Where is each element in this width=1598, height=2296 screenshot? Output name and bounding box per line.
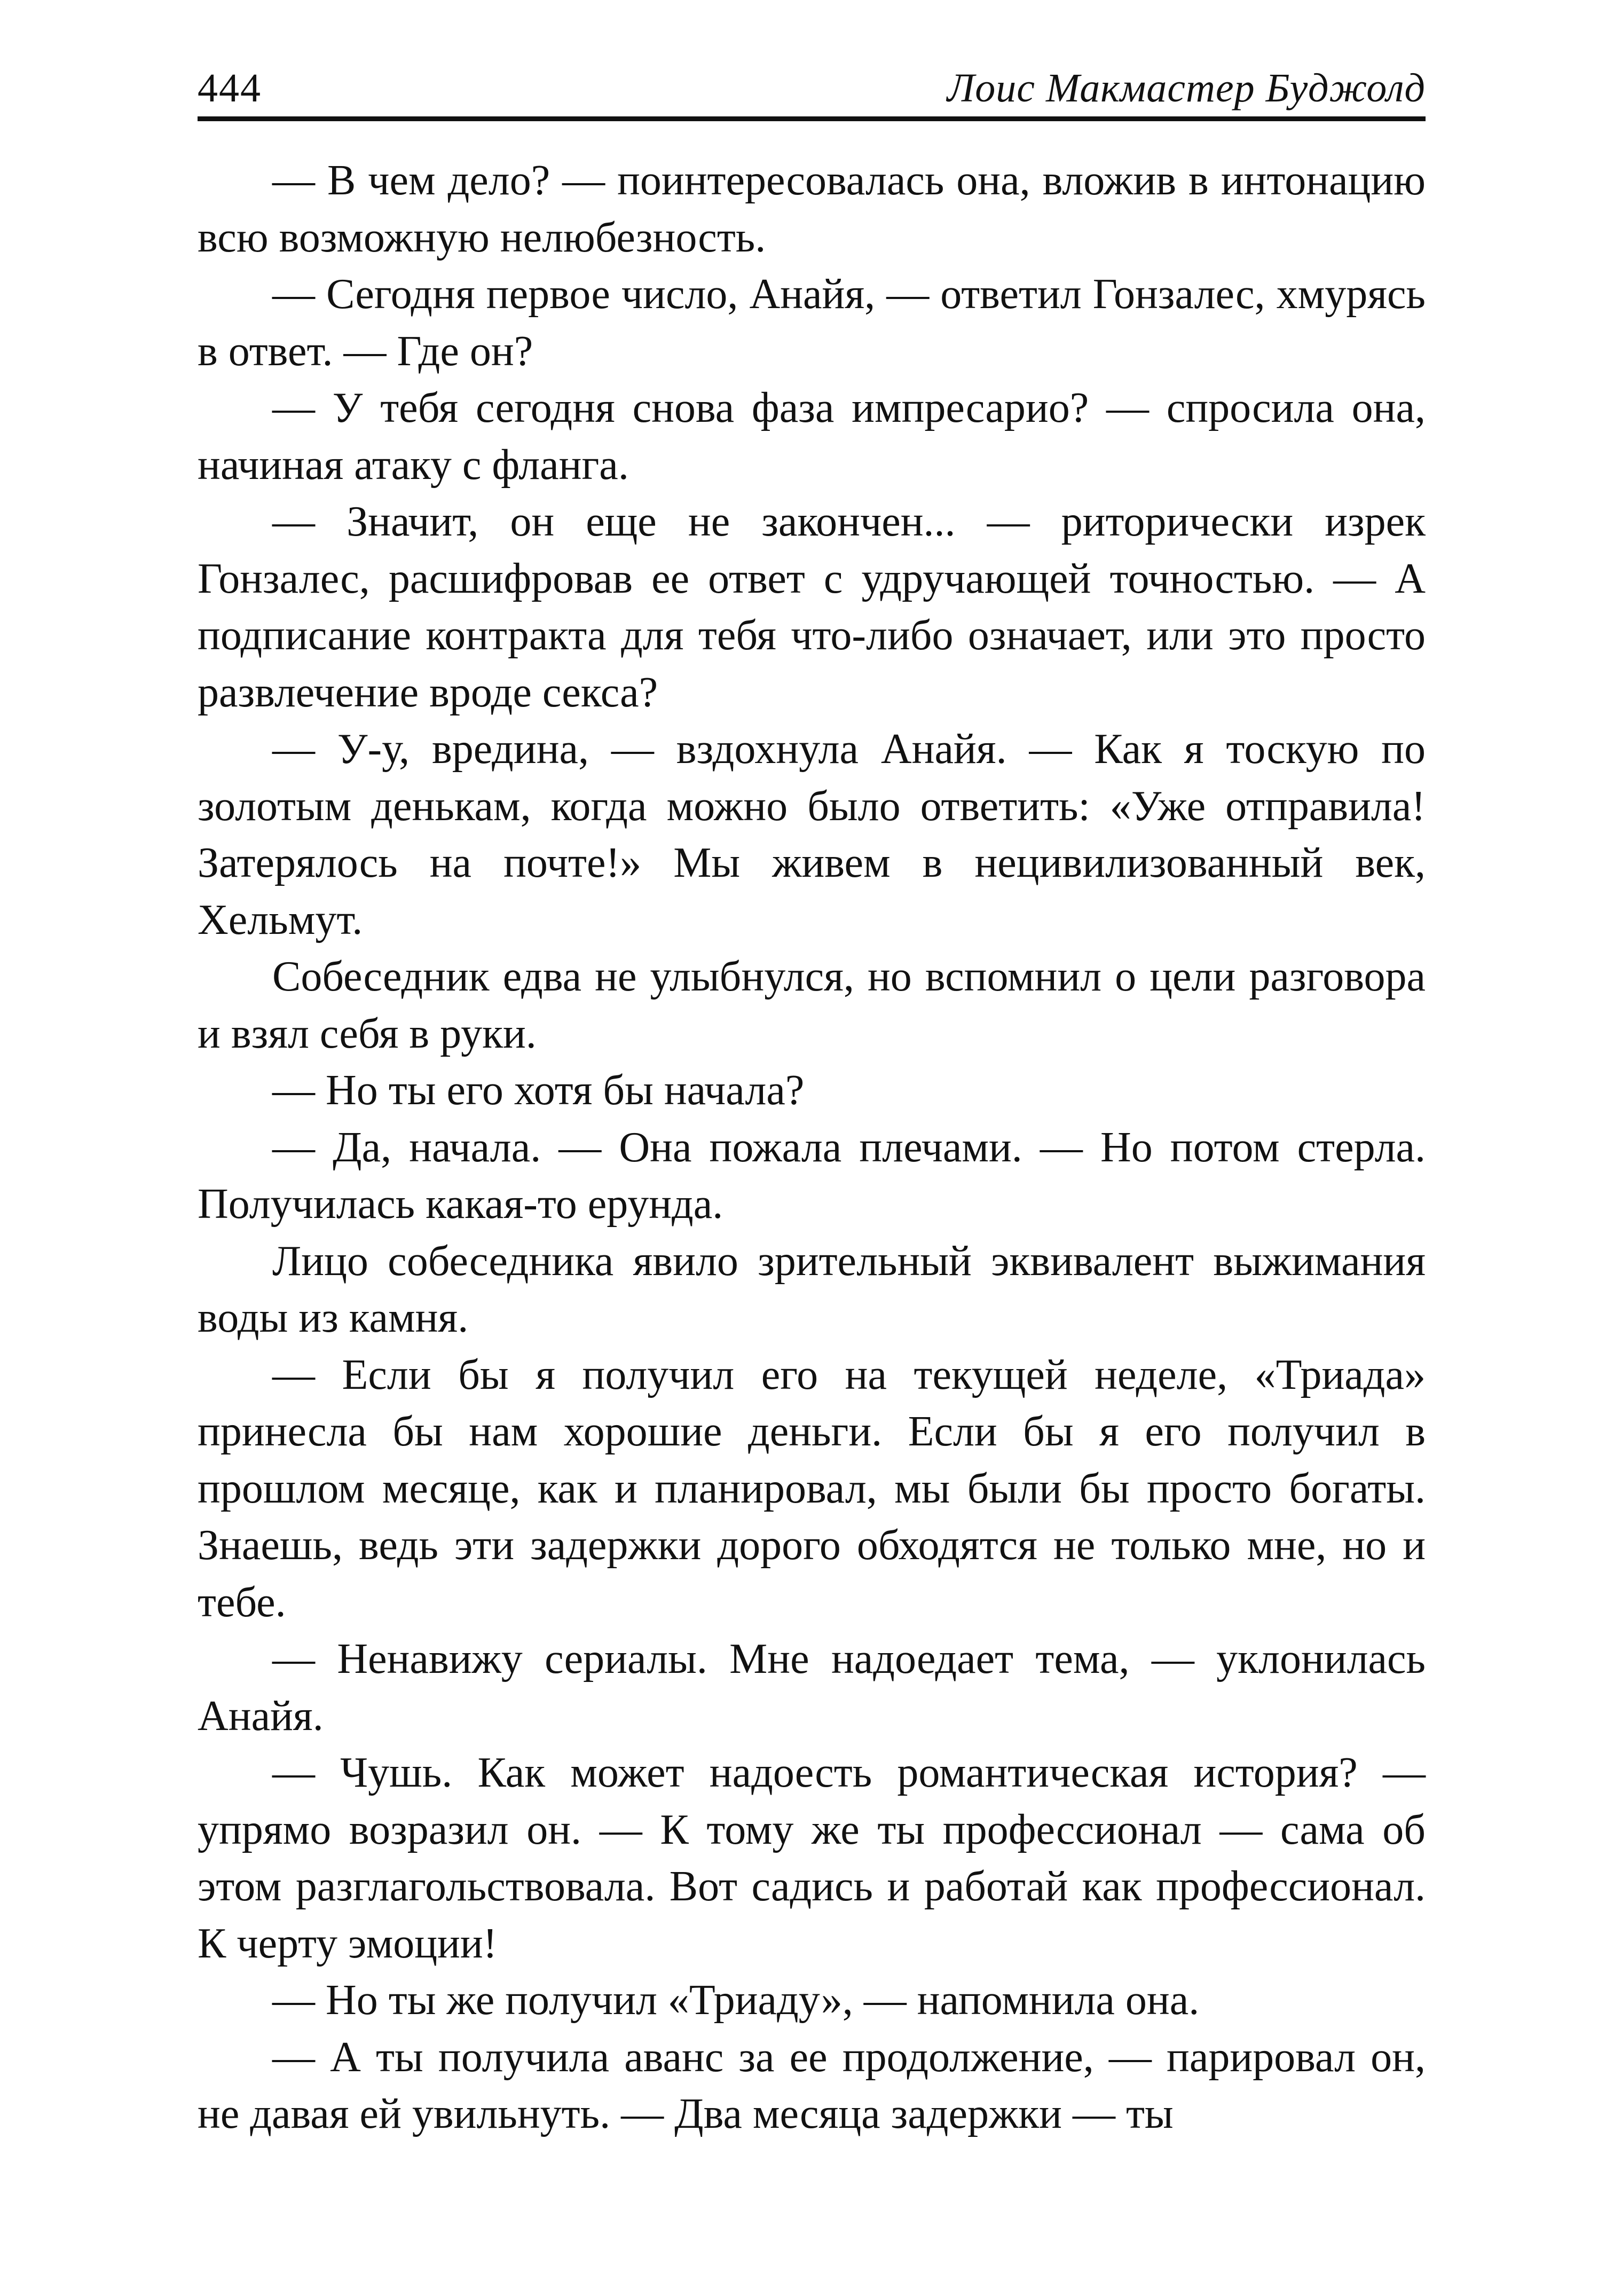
- paragraph: Собеседник едва не улыбнулся, но вспомнил о цели разговора и взял себя в руки.: [198, 953, 1426, 1057]
- paragraph: — Да, начала. — Она пожала плечами. — Но потом стерла. Получилась какая-то ерунда.: [198, 1123, 1426, 1228]
- running-head-author: Лоис Макмастер Буджолд: [947, 66, 1426, 111]
- paragraph: Лицо собеседника явило зрительный эквивалент выжимания воды из камня.: [198, 1237, 1426, 1341]
- paragraph: — А ты получила аванс за ее продолжение, — парировал он, не давая ей увильнуть. — Два месяца задержки — ты: [198, 2033, 1426, 2137]
- page-number: 444: [198, 66, 262, 111]
- paragraph: — У-у, вредина, — вздохнула Анайя. — Как я тоскую по золотым денькам, когда можно было ответить: «Уже отправила! Затерялось на почте!» Мы живем в нецивилизованный век, Хельмут.: [198, 726, 1426, 943]
- paragraph: — Значит, он еще не закончен... — риторически изрек Гонзалес, расшифровав ее ответ с удручающей точностью. — А подписание контракта для тебя что-либо означает, или это просто развлечение вроде секса?: [198, 498, 1426, 716]
- paragraph: — У тебя сегодня снова фаза импресарио? — спросила она, начиная атаку с фланга.: [198, 384, 1426, 489]
- paragraph: — Чушь. Как может надоесть романтическая история? — упрямо возразил он. — К тому же ты профессионал — сама об этом разглагольствовала. Вот садись и работай как профессионал. К черту эмоции!: [198, 1749, 1426, 1967]
- paragraph: — В чем дело? — поинтересовалась она, вложив в интонацию всю возможную нелюбезность.: [198, 157, 1426, 261]
- page-header: [198, 59, 1426, 117]
- paragraph: — Сегодня первое число, Анайя, — ответил Гонзалес, хмурясь в ответ. — Где он?: [198, 271, 1426, 375]
- paragraph: — Но ты же получил «Триаду», — напомнила она.: [272, 1977, 1200, 2024]
- paragraph: — Но ты его хотя бы начала?: [272, 1067, 805, 1114]
- paragraph: — Если бы я получил его на текущей неделе, «Триада» принесла бы нам хорошие деньги. Если бы я его получил в прошлом месяце, как и планировал, мы были бы просто богаты. Знаешь, ведь эти задержки дорого обходятся не только мне, но и тебе.: [198, 1351, 1426, 1626]
- paragraph: — Ненавижу сериалы. Мне надоедает тема, — уклонилась Анайя.: [198, 1635, 1426, 1740]
- header-rule: [198, 116, 1426, 121]
- page-body: [198, 152, 1426, 2143]
